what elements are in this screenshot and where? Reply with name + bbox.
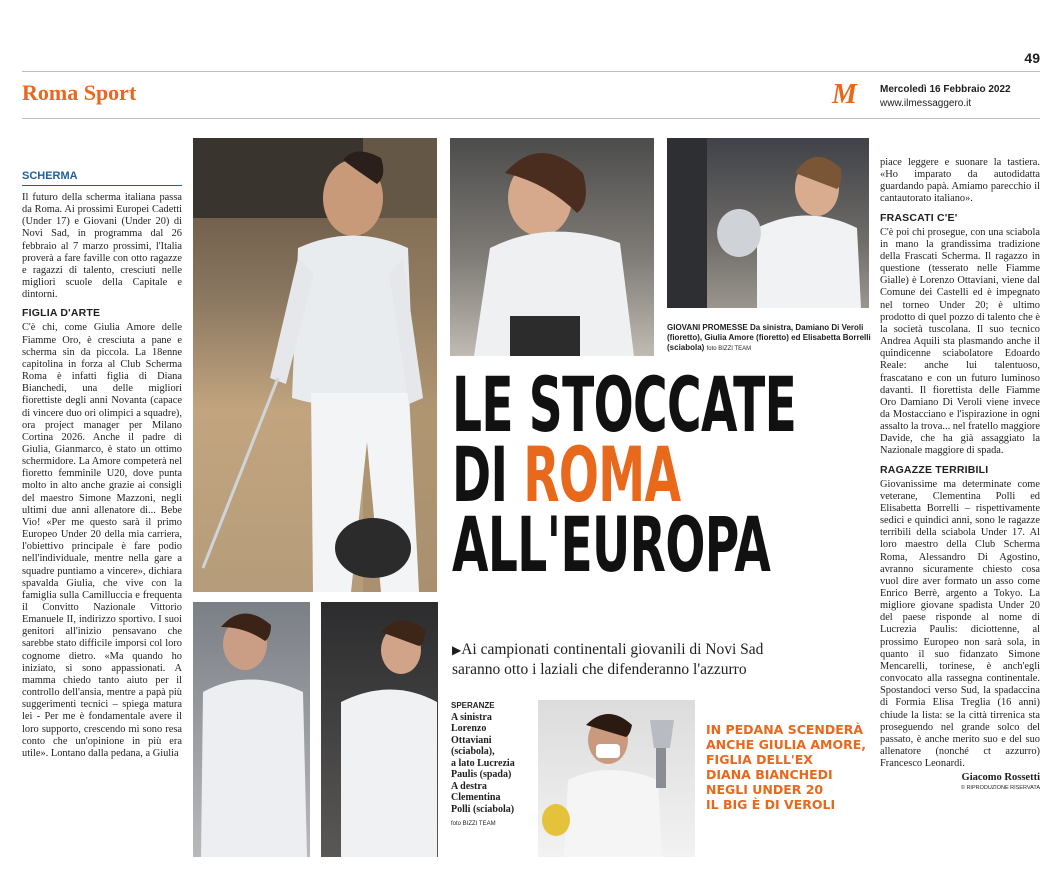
headline-roma: ROMA xyxy=(523,430,681,519)
fencer-silhouette-icon xyxy=(667,138,869,308)
body-text: C'è chi, come Giulia Amore delle Fiamme Oro, è cresciuta a pane e scherma sin da piccola. La 18enne capitolina in forza al Club Scherma Roma è infatti figlia di Diana Bianchedi, una delle migliori fiorettiste degli anni Novanta (capace di vincere duo ori olimpici a squadre), ora project manager per Milano Cortina 2026. Anche il padre di Giulia, Gianmarco, è stato un ottimo schermidore. La Amore competerà nel fioretto femminile U20, dove punta molto in alto anche grazie ai consigli del maestro Simone Mazzoni, negli ultimi due anni allenatore di... Bebe Vio! «Per me questo sarà il primo Europeo Under 20 della mia carriera, l'obiettivo principale è fare podio nell'individuale, mentre nella gare a squadre puntiamo a vincere», dichiara spavalda Giulia, che vive con la famiglia sulla Camilluccia e frequenta il Convitto Nazionale Vittorio Emanuele II, indirizzo sportivo. I suoi genitori all'inizio pensavano che sarebbe stato difficile imporsi col loro cognome dietro. «Ma quando ho iniziato, si sono appassionati. A mamma chiedo tanto aiuto per il controllo dell'ansia, mentre a papà più suggerimenti tecnici – spiega matura lei - Per me è fondamentale avere il loro supporto, crescendo mi sono resa conto che un'opinione in più era utile». Lontano dalla pedana, a Giulia xyxy=(22,322,182,759)
caption-line: A destra xyxy=(451,780,487,792)
subhead-text-1: Ai campionati continentali giovanili di Novi Sad xyxy=(461,641,764,658)
website: www.ilmessaggero.it xyxy=(880,98,972,109)
caption-line: (sciabola), xyxy=(451,746,495,757)
logo-letter: M xyxy=(832,79,857,110)
photo-clementina-polli xyxy=(538,700,695,857)
subheading-figlia-darte: FIGLIA D'ARTE xyxy=(22,307,101,320)
header-rule xyxy=(22,118,1040,119)
subhead-line-1 xyxy=(452,640,872,660)
headline-line-1: LE STOCCATE xyxy=(452,360,797,449)
photo-lucrezia-paulis xyxy=(321,602,438,857)
caption-line: A sinistra xyxy=(451,711,492,723)
caption-label: GIOVANI PROMESSE xyxy=(667,323,748,332)
pull-quote-line: NEGLI UNDER 20 xyxy=(706,782,824,797)
subhead-text-2: saranno otto i laziali che difenderanno l'azzurro xyxy=(452,661,747,678)
fencer-silhouette-icon xyxy=(450,138,654,356)
caption-line: Paulis (spada) xyxy=(451,769,512,780)
photo-lorenzo-ottaviani xyxy=(193,602,310,857)
caption-speranze xyxy=(451,700,536,831)
issue-date: Mercoledì 16 Febbraio 2022 xyxy=(880,84,1011,95)
subheading-frascati: FRASCATI C'E' xyxy=(880,211,958,224)
headline xyxy=(452,360,872,620)
caption-line: Lorenzo xyxy=(451,723,487,734)
photo-credit: foto BIZZI TEAM xyxy=(706,346,752,352)
pull-quote-line: IL BIG È DI VEROLI xyxy=(706,797,836,812)
top-rule xyxy=(22,71,1040,72)
body-text-frascati: C'è poi chi prosegue, con una sciabola in mano la grandissima tradizione della Frascati Scherma. Il ragazzo in questione (tesserato nelle Fiamme Gialle) è Lorenzo Ottaviani, viene dal Comune dei Castelli ed è impegnato nel torneo Under 20; è ultimo prodotto di quel pozzo di talento che è la società tuscolana. Il suo tecnico Andrea Aquili sta plasmando anche il quindicenne sciabolatore Edoardo Reale: anche lui talentuoso, frascatano e con un futuro luminoso davanti. Il fiorettista delle Fiamme Oro Damiano Di Veroli viene invece da Mostacciano e l'ispirazione in ogni assalto la trova... nel fratello maggiore Davide, che ha già assaggiato la Nazionale maggiore di spada. xyxy=(880,226,1040,457)
caption-line: Clementina xyxy=(451,792,501,803)
intro-text: Il futuro della scherma italiana passa da Roma. Ai prossimi Europei Cadetti (Under 17) e Giovani (Under 20) di Novi Sad, in programma dal 26 febbraio al 7 marzo prossimi, l'Italia proverà a fare faville con otto ragazze e ragazzi di talento, cresciuti nelle migliori scuole della Capitale e dintorni. xyxy=(22,192,182,301)
subheading-ragazze-terribili: RAGAZZE TERRIBILI xyxy=(880,463,989,476)
subhead xyxy=(452,640,872,680)
caption-line: Ottaviani xyxy=(451,734,492,746)
caption-text: Da sinistra, Damiano Di Veroli (fioretto), Giulia Amore (fioretto) ed Elisabetta Borrelli (sciabola) xyxy=(667,323,871,352)
caption-line: a lato Lucrezia xyxy=(451,757,515,769)
column-right xyxy=(880,157,1040,791)
photo-damiano-di-veroli xyxy=(193,138,437,592)
caption-giovani-promesse xyxy=(667,323,872,354)
fencer-silhouette-icon xyxy=(193,138,437,592)
pull-quote-line: FIGLIA DELL'EX xyxy=(706,752,813,767)
section-title: Roma Sport xyxy=(22,80,137,105)
masthead-logo-icon xyxy=(832,79,858,110)
pull-quote-line: DIANA BIANCHEDI xyxy=(706,767,833,782)
body-text-continued: piace leggere e suonare la tastiera. «Ho imparato da autodidatta guardando papà. Amiamo parecchio il cantautorato italiano». xyxy=(880,157,1040,205)
section-label: SCHERMA xyxy=(22,170,182,186)
page-number: 49 xyxy=(1024,50,1040,66)
body-text-ragazze: Giovanissime ma determinate come veterane, Clementina Polli ed Elisabetta Borrelli – rispettivamente sedici e quindici anni, sono le ragazze terribili della sciabola Under 17. Al loro maestro della Club Scherma Roma, Alessandro Di Agostino, avranno sicuramente chiesto cosa vuol dire aver formato un asso come Enrico Berrè, argento a Tokyo. La migliore giovane spadista Under 20 del paese risponde al nome di Lucrezia Paulis: diciottenne, al prossimo Europeo non sarà sola, in quanto il suo fidanzato Simone Mencarelli, torinese, è anch'egli convocato alla rassegna continentale. Spostandoci verso Sud, la spadaccina di Formia Elisa Treglia (16 anni) chiude la lista: se la città tirrenica sta proseguendo nel grande solco del passato, è anche merito suo e del suo allenatore (nonché ct azzurro) Francesco Leonardi. xyxy=(880,478,1040,770)
fencer-silhouette-icon xyxy=(193,602,310,857)
headline-line-3: ALL'EUROPA xyxy=(452,500,771,589)
fencer-silhouette-icon xyxy=(321,602,438,857)
copyright-note: © RIPRODUZIONE RISERVATA xyxy=(960,785,1040,792)
author-byline: Giacomo Rossetti xyxy=(961,772,1040,784)
caption-line: Polli (sciabola) xyxy=(451,803,515,815)
photo-giulia-amore xyxy=(450,138,654,356)
arrow-icon: ▶ xyxy=(452,643,462,657)
photo-credit: foto BIZZI TEAM xyxy=(451,821,496,827)
pull-quote-line: IN PEDANA SCENDERÀ xyxy=(706,722,864,737)
fencer-silhouette-icon xyxy=(538,700,695,857)
caption-label: SPERANZE xyxy=(451,701,495,710)
pull-quote xyxy=(706,722,876,812)
photo-elisabetta-borrelli xyxy=(667,138,869,308)
column-left xyxy=(22,170,182,760)
headline-di: DI xyxy=(452,430,524,519)
pull-quote-line: ANCHE GIULIA AMORE, xyxy=(706,737,867,752)
